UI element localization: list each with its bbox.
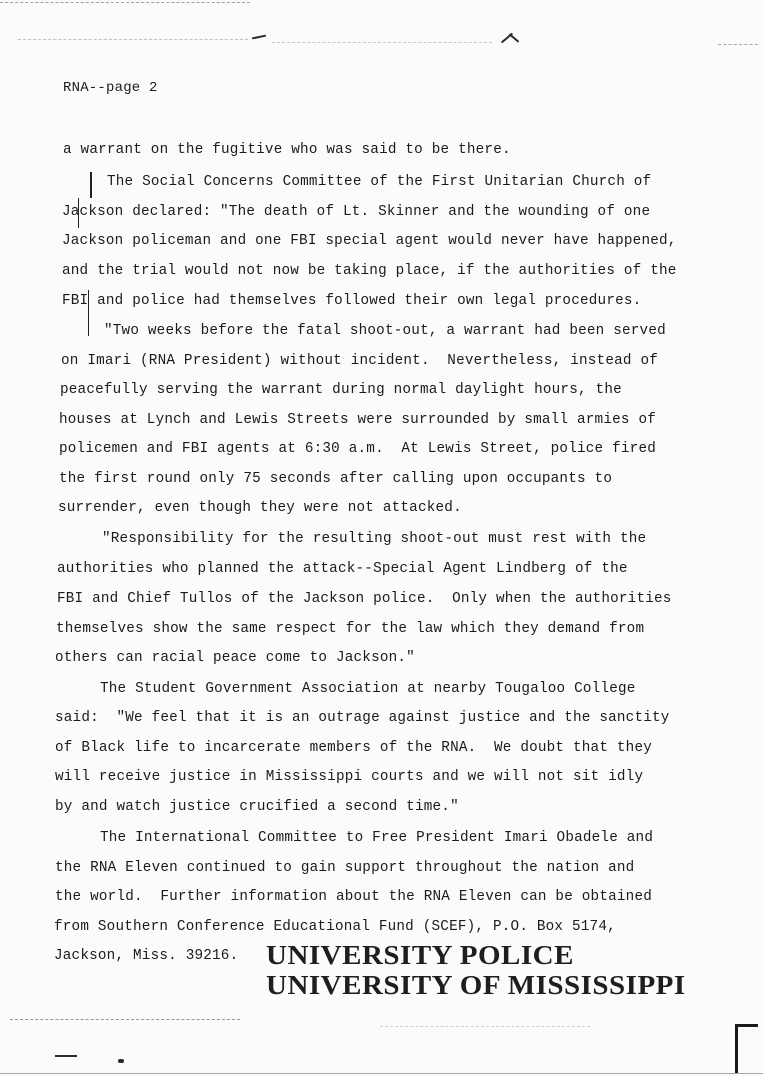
text-line-25: the RNA Eleven continued to gain support throughout the nation and [55,860,635,876]
text-line-14: "Responsibility for the resulting shoot-out must rest with the [102,531,647,547]
text-line-10: houses at Lynch and Lewis Streets were surrounded by small armies of [59,412,657,428]
stamp-line-1: UNIVERSITY POLICE [266,940,574,971]
scan-artifact-bottom-left [10,1019,240,1021]
text-line-13: surrender, even though they were not attacked. [58,500,462,516]
text-line-24: The International Committee to Free President Imari Obadele and [100,830,654,846]
scan-artifact-mark [252,35,266,40]
text-line-26: the world. Further information about the RNA Eleven can be obtained [55,889,653,905]
text-line-3: Jackson declared: "The death of Lt. Skinner and the wounding of one [62,204,651,220]
scan-artifact-bottom-mid [380,1026,590,1028]
text-line-28: Jackson, Miss. 39216. [54,948,239,964]
text-line-7: "Two weeks before the fatal shoot-out, a warrant had been served [104,323,666,339]
scan-artifact-noise-left [18,39,248,41]
text-line-4: Jackson policeman and one FBI special agent would never have happened, [62,233,677,249]
text-line-19: The Student Government Association at nearby Tougaloo College [100,681,636,697]
scan-artifact-mark-3 [509,33,519,42]
scan-artifact-dot [118,1059,124,1063]
text-line-2: The Social Concerns Committee of the First Unitarian Church of [107,174,652,190]
text-line-1: a warrant on the fugitive who was said to be there. [63,142,511,158]
scan-artifact-dash [55,1055,77,1057]
text-line-9: peacefully serving the warrant during normal daylight hours, the [60,382,622,398]
scan-artifact-top-dashes [0,2,250,4]
margin-mark-1 [90,172,92,198]
page-header: RNA--page 2 [63,80,158,96]
text-line-6: FBI and police had themselves followed their own legal procedures. [62,293,642,309]
text-line-17: themselves show the same respect for the law which they demand from [56,621,645,637]
text-line-22: will receive justice in Mississippi courts and we will not sit idly [55,769,644,785]
text-line-21: of Black life to incarcerate members of the RNA. We doubt that they [55,740,653,756]
text-line-5: and the trial would not now be taking place, if the authorities of the [62,263,677,279]
text-line-11: policemen and FBI agents at 6:30 a.m. At Lewis Street, police fired [59,441,657,457]
text-line-16: FBI and Chief Tullos of the Jackson police. Only when the authorities [57,591,672,607]
text-line-12: the first round only 75 seconds after calling upon occupants to [59,471,613,487]
scan-artifact-noise-mid [272,42,492,44]
text-line-23: by and watch justice crucified a second time." [55,799,459,815]
scan-artifact-bottom-edge [0,1073,763,1075]
text-line-27: from Southern Conference Educational Fund (SCEF), P.O. Box 5174, [54,919,616,935]
text-line-18: others can racial peace come to Jackson." [55,650,415,666]
text-line-15: authorities who planned the attack--Special Agent Lindberg of the [57,561,628,577]
stamp-line-2: UNIVERSITY OF MISSISSIPPI [266,970,686,1001]
text-line-8: on Imari (RNA President) without incident. Nevertheless, instead of [61,353,659,369]
corner-bracket-mark [735,1024,758,1073]
scan-artifact-noise-right [718,44,758,46]
text-line-20: said: "We feel that it is an outrage against justice and the sanctity [55,710,670,726]
